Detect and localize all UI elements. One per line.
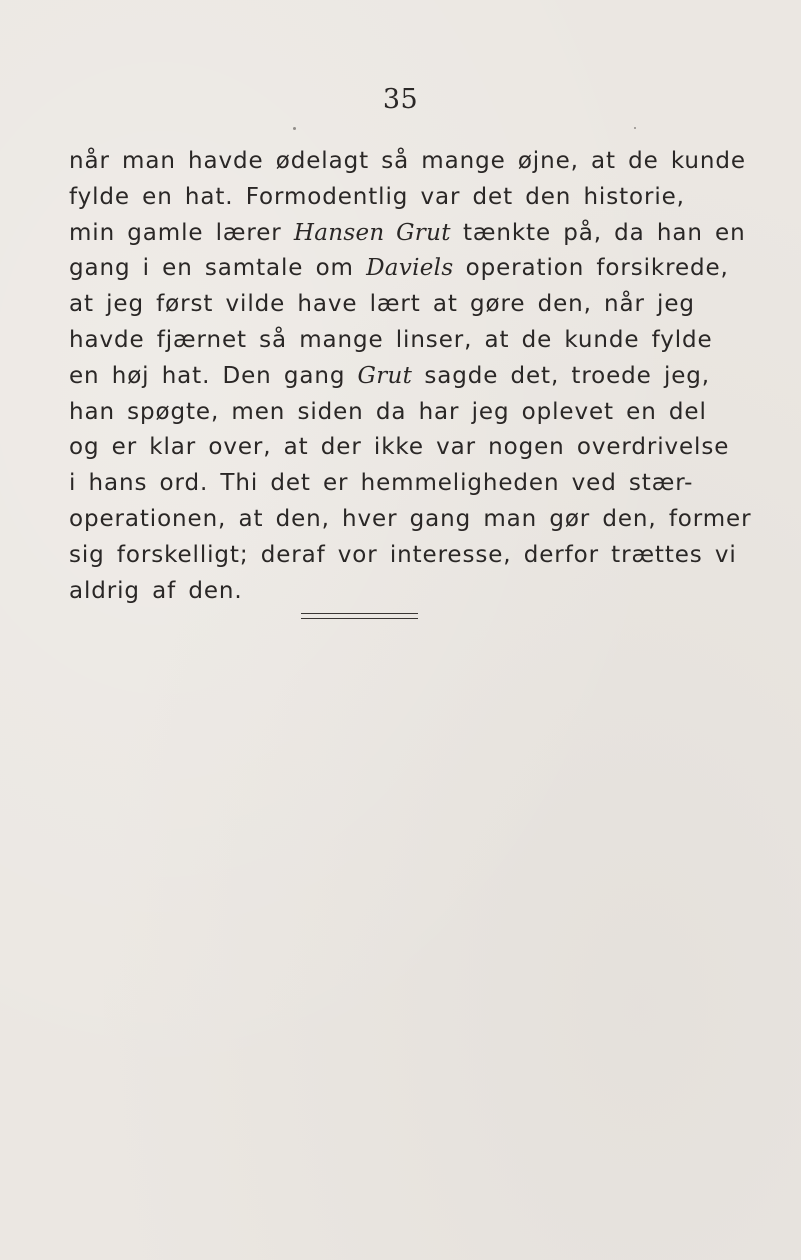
text-line <box>69 251 729 287</box>
text-segment: aldrig af den. <box>69 577 243 604</box>
section-divider-line <box>301 618 418 619</box>
body-paragraph <box>69 144 752 609</box>
text-segment: en høj hat. Den gang <box>69 362 358 389</box>
text-segment: sig forskelligt; deraf vor interesse, derfor trættes vi <box>69 541 737 568</box>
text-line <box>69 502 752 538</box>
text-segment: operation forsikrede, <box>453 255 729 282</box>
text-segment: når man havde ødelagt så mange øjne, at de kunde <box>69 148 746 174</box>
text-line <box>69 323 713 359</box>
text-segment: sagde det, troede jeg, <box>412 362 710 389</box>
italic-name: Daviels <box>366 255 454 282</box>
text-segment: min gamle lærer <box>69 219 294 246</box>
text-line <box>69 287 695 323</box>
text-segment: havde fjærnet så mange linser, at de kunde fylde <box>69 326 713 353</box>
text-line <box>69 538 737 574</box>
text-segment: han spøgte, men siden da har jeg oplevet en del <box>69 398 707 425</box>
paper-speck <box>634 127 636 129</box>
text-line <box>69 466 694 502</box>
text-line <box>69 144 746 180</box>
text-line <box>69 574 649 610</box>
text-segment: at jeg først vilde have lært at gøre den, når jeg <box>69 291 695 318</box>
text-line <box>69 430 730 466</box>
italic-name: Hansen Grut <box>293 219 451 246</box>
italic-name: Grut <box>357 362 413 389</box>
text-segment: operationen, at den, hver gang man gør den, former <box>69 505 752 532</box>
paper-speck <box>293 127 296 130</box>
text-line <box>69 180 685 216</box>
text-segment: og er klar over, at der ikke var nogen overdrivelse <box>69 434 730 461</box>
text-line <box>69 359 710 395</box>
text-segment: tænkte på, da han en <box>450 219 746 246</box>
section-divider-line <box>301 613 418 614</box>
text-segment: fylde en hat. Formodentlig var det den historie, <box>69 183 685 210</box>
text-segment: i hans ord. Thi det er hemmeligheden ved stær- <box>69 470 694 497</box>
text-line <box>69 395 707 431</box>
text-segment: gang i en samtale om <box>69 255 367 282</box>
text-line <box>69 216 746 252</box>
page-number: 35 <box>382 84 419 115</box>
